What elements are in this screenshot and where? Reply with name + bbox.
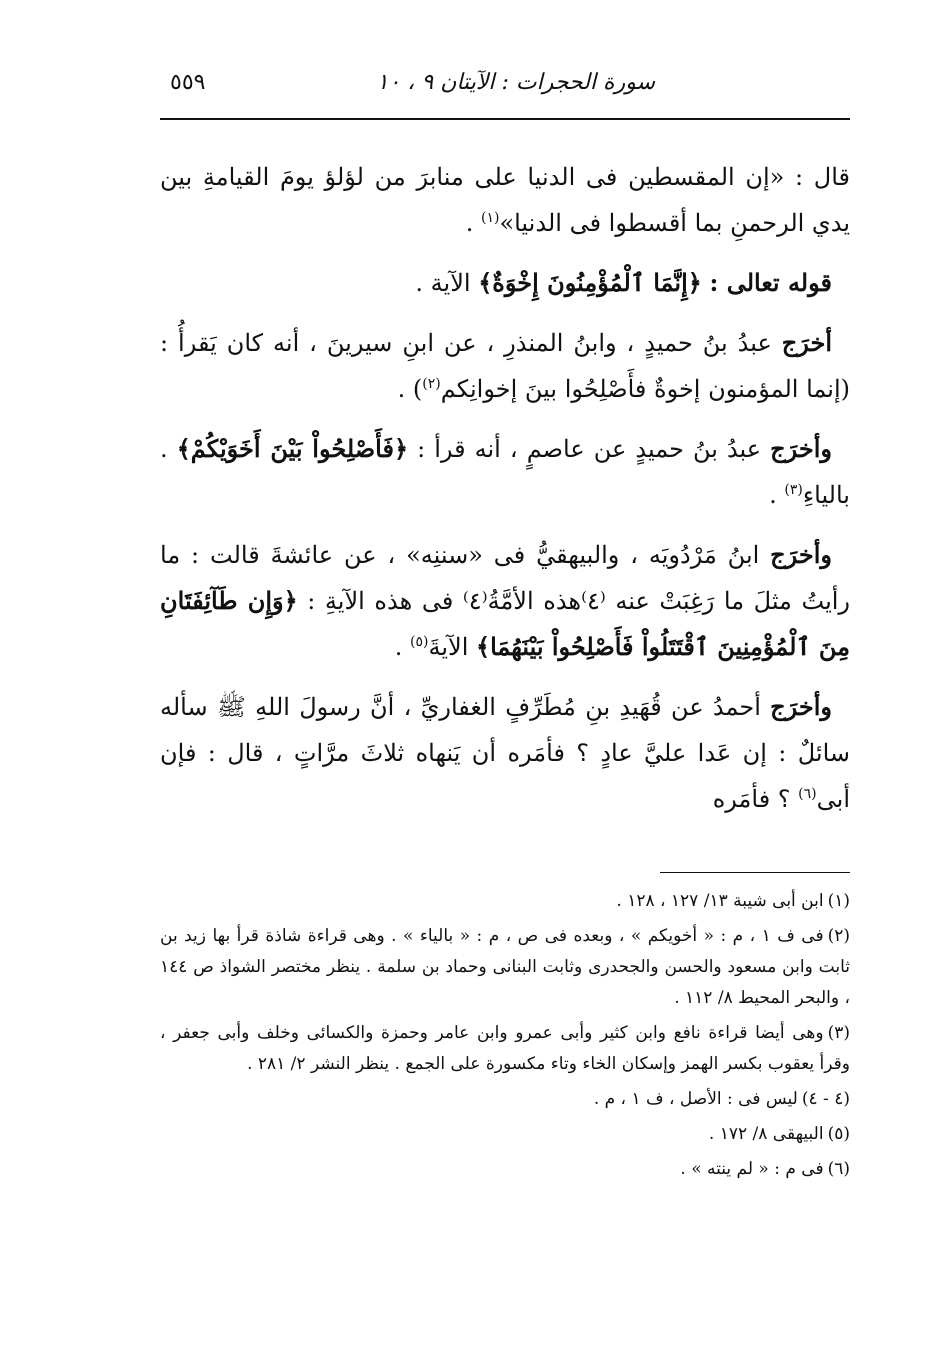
paragraph-5 <box>160 532 850 670</box>
paragraph-5-text2: فى هذه الآيةِ : <box>307 587 463 615</box>
footnote-ref-1: (١) <box>480 210 500 226</box>
footnote-3 <box>160 1018 850 1080</box>
running-head <box>160 60 850 104</box>
paragraph-1-end: . <box>465 209 481 237</box>
header-rule <box>160 118 850 120</box>
paragraph-3-end: ) . <box>397 375 423 403</box>
paragraph-5-end: . <box>394 633 411 661</box>
footnotes <box>160 886 850 1189</box>
paragraph-4-text: عبدُ بنُ حميدٍ عن عاصمٍ ، أنه قرأ : <box>417 435 771 463</box>
page-number: ٥٥٩ <box>170 70 206 95</box>
footnote-rule <box>660 872 850 873</box>
footnote-number: (٣) <box>827 1023 850 1043</box>
footnote-4 <box>160 1084 850 1115</box>
quran-verse-3: ﴿وَإِن طَآئِفَتَانِ مِنَ ٱلْمُؤْمِنِينَ ٱقْتَتَلُواْ فَأَصْلِحُواْ بَيْنَهُمَا﴾ <box>160 586 850 661</box>
paragraph-4 <box>160 426 850 518</box>
footnote-text: فى ف ١ ، م : « أخويكم » ، وبعده فى ص ، م : « بالياء » . وهى قراءة شاذة قرأ بها زيد بن ثابت وابن مسعود والحسن والجحدرى وثابت البنانى وحماد بن سلمة . ينظر مختصر الشواذ ص ١٤٤ ، والبحر المحيط ٨/ ١١٢ . <box>160 926 850 1008</box>
footnote-5 <box>160 1119 850 1150</box>
paragraph-3 <box>160 320 850 412</box>
footnote-ref-6: (٦) <box>798 786 817 802</box>
footnote-2 <box>160 921 850 1014</box>
paragraph-1 <box>160 154 850 246</box>
running-title: سورة الحجرات : الآيتان ٩ ، ١٠ <box>376 70 655 95</box>
paragraph-4-end: . <box>769 481 785 509</box>
footnote-ref-5: (٥) <box>410 634 429 650</box>
paragraph-3-lead: أخرَج <box>781 328 832 357</box>
paragraph-5-lead: وأخرَج <box>770 540 832 569</box>
paragraph-5-inner: ⁽٤⁾هذه الأمَّةُ⁽٤⁾ <box>462 587 606 615</box>
footnote-ref-2: (٢) <box>422 376 441 392</box>
footnote-number: (١) <box>827 891 850 911</box>
document-page <box>160 60 850 1179</box>
paragraph-1-text: قال : «إن المقسطين فى الدنيا على منابرَ من لؤلؤ يومَ القيامةِ بين يدي الرحمنِ بما أقسطوا فى الدنيا» <box>160 163 850 237</box>
paragraph-6 <box>160 684 850 822</box>
footnote-text: ابن أبى شيبة ١٣/ ١٢٧ ، ١٢٨ . <box>616 891 824 911</box>
footnote-ref-3: (٣) <box>784 482 803 498</box>
footnote-text: وهى أيضا قراءة نافع وابن كثير وأبى عمرو وابن عامر وحمزة والكسائى وخلف وأبى جعفر ، وقرأ يعقوب بكسر الهمز وإسكان الخاء وتاء مكسورة على الجمع . ينظر النشر ٢/ ٢٨١ . <box>160 1023 850 1074</box>
paragraph-4-text2: . بالياءِ <box>160 435 850 509</box>
quran-verse-2: ﴿فَأَصْلِحُواْ بَيْنَ أَخَوَيْكُمْ﴾ <box>176 434 409 463</box>
main-text <box>160 154 850 836</box>
footnote-number: (٤ - ٤) <box>801 1089 850 1109</box>
paragraph-3-text: عبدُ بنُ حميدٍ ، وابنُ المنذرِ ، عن ابنِ سيرينَ ، أنه كان يَقرأُ : (إنما المؤمنون إخوةٌ فأَصْلِحُوا بينَ إخوانِكم <box>160 329 850 403</box>
footnote-text: ليس فى : الأصل ، ف ١ ، م . <box>593 1089 798 1109</box>
paragraph-6-end: ؟ فأمَره <box>712 785 799 813</box>
quran-verse-1: ﴿إِنَّمَا ٱلْمُؤْمِنُونَ إِخْوَةٌ﴾ <box>478 268 702 297</box>
paragraph-2-lead: قوله تعالى : <box>709 268 832 297</box>
footnote-text: فى م : « لم ينته » . <box>680 1159 824 1179</box>
footnote-number: (٦) <box>827 1159 850 1179</box>
paragraph-6-lead: وأخرَج <box>770 692 832 721</box>
footnote-1 <box>160 886 850 917</box>
footnote-number: (٥) <box>827 1124 850 1144</box>
paragraph-6-text: أحمدُ عن قُهَيدِ بنِ مُطَرِّفٍ الغفاريِّ ، أنَّ رسولَ اللهِ ﷺ سأله سائلٌ : إن عَدا عليَّ عادٍ ؟ فأمَره أن يَنهاه ثلاثَ مرَّاتٍ ، قال : فإن أبى <box>160 693 850 813</box>
paragraph-5-text: ابنُ مَرْدُويَه ، والبيهقيُّ فى «سننِه» ، عن عائشةَ قالت : ما رأيتُ مثلَ ما رَغِبَتْ عنه <box>160 541 850 615</box>
paragraph-5-text3: الآيةَ <box>428 633 477 661</box>
footnote-number: (٢) <box>827 926 850 946</box>
footnote-text: البيهقى ٨/ ١٧٢ . <box>708 1124 824 1144</box>
footnote-6 <box>160 1154 850 1185</box>
paragraph-2 <box>160 260 850 306</box>
paragraph-2-end: الآية . <box>415 269 479 297</box>
paragraph-4-lead: وأخرَج <box>770 434 832 463</box>
